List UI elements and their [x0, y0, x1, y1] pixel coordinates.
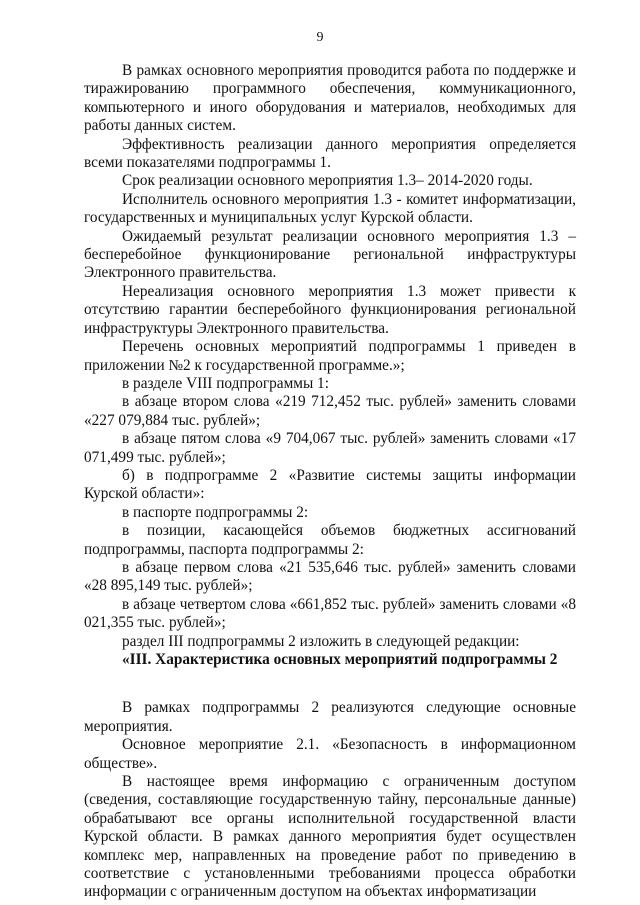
paragraph: б) в подпрограмме 2 «Развитие системы защиты информации Курской области»: [84, 466, 576, 503]
spacer [84, 669, 576, 699]
body-text-after [84, 699, 576, 901]
paragraph: в абзаце четвертом слова «661,852 тыс. рублей» заменить словами «8 021,355 тыс. рублей»; [84, 595, 576, 632]
paragraph: раздел III подпрограммы 2 изложить в следующей редакции: [122, 632, 520, 650]
paragraph: В настоящее время информацию с ограниченным доступом (сведения, составляющие государственную тайну, персональные данные) обрабатывают все органы исполнительной государственной власти Курской области. В рамках данного мероприятия будет осуществлен комплекс мер, направленных на проведение работ по приведению в соответствие с установленными требованиями процесса обработки информации с ограниченным доступом на объектах информатизации [84, 773, 576, 901]
paragraph: Ожидаемый результат реализации основного мероприятия 1.3 – бесперебойное функционирование региональной инфраструктуры Электронного правительства. [84, 227, 576, 282]
paragraph: в разделе VIII подпрограммы 1: [122, 374, 329, 392]
paragraph: Перечень основных мероприятий подпрограммы 1 приведен в приложении №2 к государственной программе.»; [84, 338, 576, 374]
paragraph: в паспорте подпрограммы 2: [122, 503, 309, 521]
body-text-before [84, 62, 576, 651]
paragraph: Основное мероприятие 2.1. «Безопасность в информационном обществе». [84, 736, 576, 772]
paragraph: Эффективность реализации данного мероприятия определяется всеми показателями подпрограммы 1. [84, 135, 576, 172]
page-number: 9 [316, 30, 324, 45]
paragraph: Срок реализации основного мероприятия 1.3– 2014-2020 годы. [122, 172, 533, 190]
section-heading: «III. Характеристика основных мероприятий подпрограммы 2 [122, 651, 558, 668]
paragraph: в абзаце пятом слова «9 704,067 тыс. рублей» заменить словами «17 071,499 тыс. рублей»; [84, 430, 576, 466]
paragraph: В рамках основного мероприятия проводится работа по поддержке и тиражированию программного обеспечения, коммуникационного, компьютерного и иного оборудования и материалов, необходимых для работы данных систем. [84, 62, 576, 135]
paragraph: в абзаце втором слова «219 712,452 тыс. рублей» заменить словами «227 079,884 тыс. рублей»; [84, 393, 576, 429]
paragraph: Нереализация основного мероприятия 1.3 может привести к отсутствию гарантии бесперебойного функционирования региональной инфраструктуры Электронного правительства. [84, 282, 576, 337]
paragraph: В рамках подпрограммы 2 реализуются следующие основные мероприятия. [84, 699, 576, 735]
paragraph: в позиции, касающейся объемов бюджетных ассигнований подпрограммы, паспорта подпрограммы 2: [84, 522, 576, 558]
paragraph: Исполнитель основного мероприятия 1.3 - комитет информатизации, государственных и муниципальных услуг Курской области. [84, 190, 576, 227]
paragraph: в абзаце первом слова «21 535,646 тыс. рублей» заменить словами «28 895,149 тыс. рублей»; [84, 558, 576, 595]
